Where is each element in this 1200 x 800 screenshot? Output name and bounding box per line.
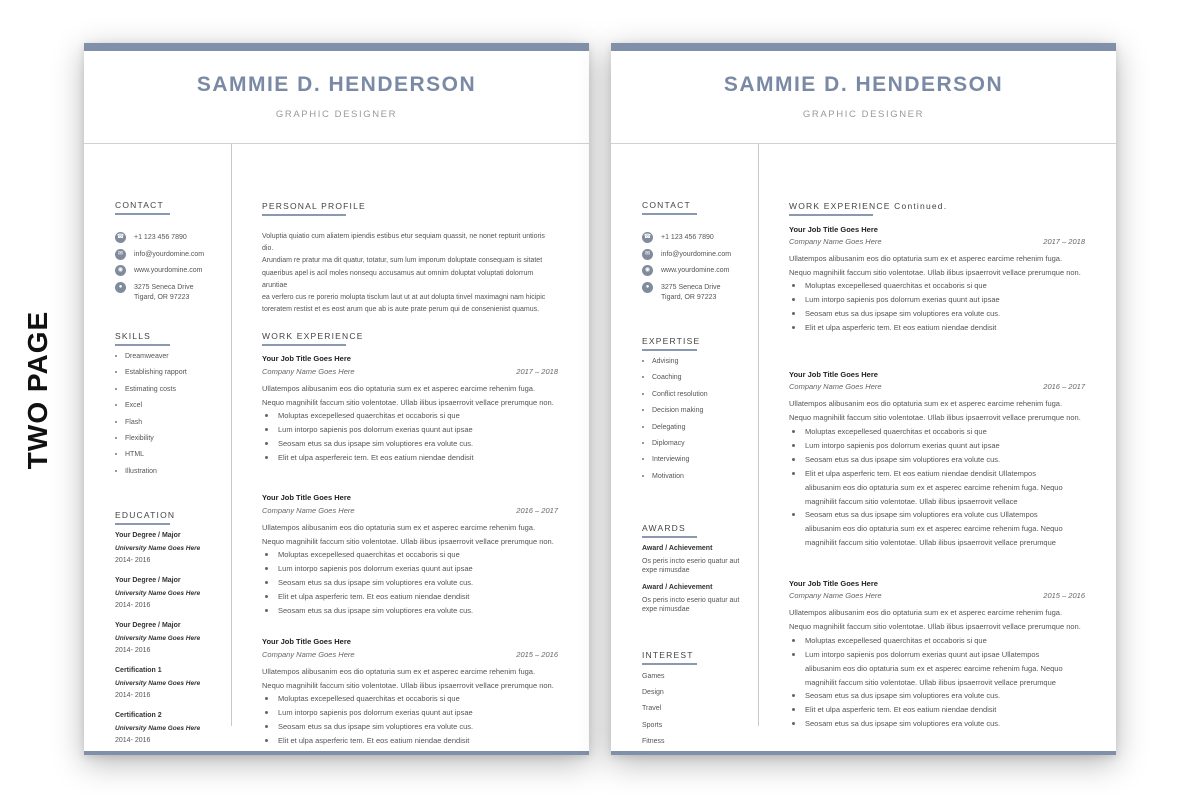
contact-phone: ☎ +1 123 456 7890 (116, 234, 187, 241)
job-bullet: Moluptas excepellesed quaerchitas et occaboris si que (278, 409, 558, 423)
education-degree: Your Degree / Major (115, 577, 181, 584)
expertise-item: Advising (642, 358, 678, 365)
job-bullet: Seosam etus sa dus ipsape sim voluptiores era volute cus. (278, 720, 558, 734)
top-accent-bar (611, 43, 1116, 51)
location-pin-icon: ● (642, 282, 653, 293)
job-bullet: Lum intorpo sapienis pos dolorrum exerias quunt aut ipsae (805, 293, 1085, 307)
side-label-text: TWO PAGE (22, 310, 53, 470)
awards-heading: AWARDS (642, 523, 697, 538)
skill-item: Flash (115, 419, 142, 426)
contact-email: ✉ info@yourdomine.com (642, 250, 731, 260)
job-bullet: Moluptas excepellesed quaerchitas et occaboris si que (278, 548, 558, 562)
candidate-role: GRAPHIC DESIGNER (802, 109, 925, 120)
job-bullet: Seosam etus sa dus ipsape sim voluptiores era volute cus. (278, 576, 558, 590)
phone-icon: ☎ (115, 232, 126, 243)
skill-item: Excel (115, 402, 142, 409)
education-years: 2014- 2016 (115, 647, 151, 654)
interest-item: Sports (642, 722, 663, 729)
contact-heading: CONTACT (642, 200, 697, 215)
skill-item: Establishing rapport (115, 369, 187, 376)
job-bullet: Moluptas excepellesed quaerchitas et occaboris si que (805, 634, 1085, 648)
job-bullet: Elit et ulpa asperferic tem. Et eos eatium niendae dendisit (278, 590, 558, 604)
education-school: University Name Goes Here (115, 725, 201, 732)
skill-item: Estimating costs (115, 386, 176, 393)
contact-website: ◉ www.yourdomine.com (642, 266, 729, 276)
job-bullet: Elit et ulpa asperfereic tem. Et eos eatium niendae dendisit (278, 451, 558, 465)
company-name: Company Name Goes Here (262, 367, 355, 376)
job-bullet: Elit et ulpa asperferic tem. Et eos eatium niendae dendisit (278, 734, 558, 748)
award-title: Award / Achievement (642, 584, 713, 591)
job-bullet: Moluptas excepellesed quaerchitas et occaboris si que (805, 425, 1085, 439)
candidate-name: SAMMIE D. HENDERSON (723, 73, 1004, 96)
skills-heading: SKILLS (115, 331, 170, 346)
job-bullet: Moluptas excepellesed quaerchitas et occaboris si que (805, 279, 1085, 293)
expertise-item: Diplomacy (642, 440, 685, 447)
interest-item: Games (642, 673, 665, 680)
work-experience-heading: WORK EXPERIENCE Continued. (789, 201, 873, 216)
expertise-item: Interviewing (642, 456, 689, 463)
job-bullet: Lum intorpo sapienis pos dolorrum exerias quunt aut ipsae (805, 439, 1085, 453)
award-desc: Os peris incto eserio quatur aut (642, 597, 740, 604)
education-degree: Your Degree / Major (115, 532, 181, 539)
job-bullet: Seosam etus sa dus ipsape sim voluptiores era volute cus. (278, 437, 558, 451)
job-bullet: Seosam etus sa dus ipsape sim voluptiores era volute cus. (805, 717, 1085, 731)
job-title: Your Job Title Goes Here (262, 493, 351, 502)
job-title: Your Job Title Goes Here (262, 354, 351, 363)
job-years: 2016 – 2017 (516, 506, 558, 515)
award-desc: expe nimusdae (642, 606, 690, 613)
contact-phone: ☎ +1 123 456 7890 (643, 234, 714, 241)
profile-text: Voluptia quiatio cum aliatem ipiendis estibus etur sequiam quassit, ne nonet repturit untioris dio. Arundiam re pratur ma dit quatur, totatur, sum lum imporum doluptate consequam is sitatet quaeribus apel is acil moles nonsequ accusamus aut omnim doluptat voluptati dolorrum aruntiae ea verfero cus re porerio molupta tisclum laut ut at aut dolupta tinvel maximagni nam hicipic toreratem restist et es eost arum que ab is aute prate perum qui de consenienist quamus. (262, 233, 546, 314)
expertise-item: Decision making (642, 407, 703, 414)
interest-item: Fitness (642, 738, 665, 745)
job-description: Ullatempos alibusanim eos dio optaturia sum ex et asperec earcime rehenim fuga. Nequo magnihilit faccum sitio volentotae. Ullab ilibus ipsaerrovit vellace prerumque non. (789, 608, 1081, 631)
education-degree: Certification 1 (115, 667, 162, 674)
candidate-name: SAMMIE D. HENDERSON (196, 73, 477, 96)
job-bullet: Seosam etus sa dus ipsape sim voluptiores era volute cus. (805, 453, 1085, 467)
resume-page-1 (84, 43, 589, 755)
education-degree: Certification 2 (115, 712, 162, 719)
email-icon: ✉ (115, 249, 126, 260)
contact-heading: CONTACT (115, 200, 170, 215)
education-school: University Name Goes Here (115, 590, 201, 597)
job-title: Your Job Title Goes Here (262, 637, 351, 646)
column-divider (231, 144, 232, 726)
expertise-item: Delegating (642, 424, 685, 431)
education-years: 2014- 2016 (115, 692, 151, 699)
job-years: 2015 – 2016 (516, 650, 558, 659)
award-desc: Os peris incto eserio quatur aut (642, 558, 740, 565)
job-description: Ullatempos alibusanim eos dio optaturia sum ex et asperec earcime rehenim fuga. Nequo magnihilit faccum sitio volentotae. Ullab ilibus ipsaerrovit vellace prerumque non. (262, 667, 554, 690)
job-bullet: Lum intorpo sapienis pos dolorrum exerias quunt aut ipsae (278, 706, 558, 720)
page-header (84, 51, 589, 144)
education-years: 2014- 2016 (115, 557, 151, 564)
education-years: 2014- 2016 (115, 602, 151, 609)
bottom-accent-bar (84, 751, 589, 755)
skill-item: Flexibility (115, 435, 154, 442)
company-name: Company Name Goes Here (262, 650, 355, 659)
job-title: Your Job Title Goes Here (789, 370, 878, 379)
job-bullet: Elit et ulpa asperferic tem. Et eos eatium niendae dendisit (805, 703, 1085, 717)
contact-email: ✉ info@yourdomine.com (115, 250, 204, 260)
job-bullet: Elit et ulpa asperferic tem. Et eos eatium niendae dendisit Ullatempos alibusanim eos dio optaturia sum ex et asperec earcime rehenim fuga. Nequo magnihilit faccum sitio volentotae. Ullab ilibus ipsaerrovit vellace (805, 467, 1085, 508)
skill-item: Illustration (115, 468, 157, 475)
job-description: Ullatempos alibusanim eos dio optaturia sum ex et asperec earcime rehenim fuga. Nequo magnihilit faccum sitio volentotae. Ullab ilibus ipsaerrovit vellace prerumque non. (262, 384, 554, 407)
contact-website: ◉ www.yourdomine.com (115, 266, 202, 276)
award-desc: expe nimusdae (642, 567, 690, 574)
phone-icon: ☎ (642, 232, 653, 243)
education-years: 2014- 2016 (115, 737, 151, 744)
globe-icon: ◉ (115, 265, 126, 276)
education-heading: EDUCATION (115, 510, 170, 525)
contact-address: ● 3275 Seneca Drive Tigard, OR 97223 (115, 283, 194, 302)
interest-item: Travel (642, 705, 662, 712)
skill-item: Dreamweaver (115, 353, 169, 360)
bottom-accent-bar (611, 751, 1116, 755)
globe-icon: ◉ (642, 265, 653, 276)
job-bullet: Elit et ulpa asperferic tem. Et eos eatium niendae dendisit (805, 321, 1085, 335)
company-name: Company Name Goes Here (789, 382, 882, 391)
company-name: Company Name Goes Here (789, 591, 882, 600)
resume-page-2 (611, 43, 1116, 755)
top-accent-bar (84, 43, 589, 51)
job-years: 2015 – 2016 (1043, 591, 1085, 600)
profile-heading: PERSONAL PROFILE (262, 201, 346, 216)
job-description: Ullatempos alibusanim eos dio optaturia sum ex et asperec earcime rehenim fuga. Nequo magnihilit faccum sitio volentotae. Ullab ilibus ipsaerrovit vellace prerumque non. (262, 523, 554, 546)
expertise-item: Conflict resolution (642, 391, 708, 398)
expertise-heading: EXPERTISE (642, 336, 697, 351)
company-name: Company Name Goes Here (789, 237, 882, 246)
column-divider (758, 144, 759, 726)
education-degree: Your Degree / Major (115, 622, 181, 629)
job-bullet: Seosam etus sa dus ipsape sim voluptiores era volute cus. (278, 604, 558, 618)
job-bullet: Lum intorpo sapienis pos dolorrum exerias quunt aut ipsae (278, 562, 558, 576)
expertise-item: Coaching (642, 374, 682, 381)
job-years: 2016 – 2017 (1043, 382, 1085, 391)
job-title: Your Job Title Goes Here (789, 579, 878, 588)
email-icon: ✉ (642, 249, 653, 260)
skill-item: HTML (115, 451, 144, 458)
job-title: Your Job Title Goes Here (789, 225, 878, 234)
job-bullet: Lum intorpo sapienis pos dolorrum exerias quunt aut ipsae Ullatempos alibusanim eos dio optaturia sum ex et asperec earcime rehenim fuga. Nequo magnihilit faccum sitio volentotae. Ullab ilibus ipsaerrovit vellace prerumque (805, 648, 1085, 689)
interest-item: Design (642, 689, 664, 696)
expertise-item: Motivation (642, 473, 684, 480)
candidate-role: GRAPHIC DESIGNER (275, 109, 398, 120)
job-years: 2017 – 2018 (516, 367, 558, 376)
job-bullet: Lum intorpo sapienis pos dolorrum exerias quunt aut ipsae (278, 423, 558, 437)
interest-heading: INTEREST (642, 650, 697, 665)
job-bullet: Seosam etus sa dus ipsape sim voluptiores era volute cus Ullatempos alibusanim eos dio optaturia sum ex et asperec earcime rehenim fuga. Nequo magnihilit faccum sitio volentotae. Ullab ilibus ipsaerrovit vellace prerumque (805, 508, 1085, 549)
award-title: Award / Achievement (642, 545, 713, 552)
contact-address: ● 3275 Seneca Drive Tigard, OR 97223 (642, 283, 721, 302)
work-experience-heading: WORK EXPERIENCE (262, 331, 346, 346)
page-header (611, 51, 1116, 144)
job-bullet: Seosam etus sa dus ipsape sim voluptiores era volute cus. (805, 689, 1085, 703)
education-school: University Name Goes Here (115, 545, 201, 552)
job-description: Ullatempos alibusanim eos dio optaturia sum ex et asperec earcime rehenim fuga. Nequo magnihilit faccum sitio volentotae. Ullab ilibus ipsaerrovit vellace prerumque non. (789, 254, 1081, 277)
education-school: University Name Goes Here (115, 680, 201, 687)
job-description: Ullatempos alibusanim eos dio optaturia sum ex et asperec earcime rehenim fuga. Nequo magnihilit faccum sitio volentotae. Ullab ilibus ipsaerrovit vellace prerumque non. (789, 399, 1081, 422)
job-years: 2017 – 2018 (1043, 237, 1085, 246)
job-bullet: Moluptas excepellesed quaerchitas et occaboris si que (278, 692, 558, 706)
side-label (18, 300, 58, 480)
company-name: Company Name Goes Here (262, 506, 355, 515)
location-pin-icon: ● (115, 282, 126, 293)
job-bullet: Seosam etus sa dus ipsape sim voluptiores era volute cus. (805, 307, 1085, 321)
education-school: University Name Goes Here (115, 635, 201, 642)
